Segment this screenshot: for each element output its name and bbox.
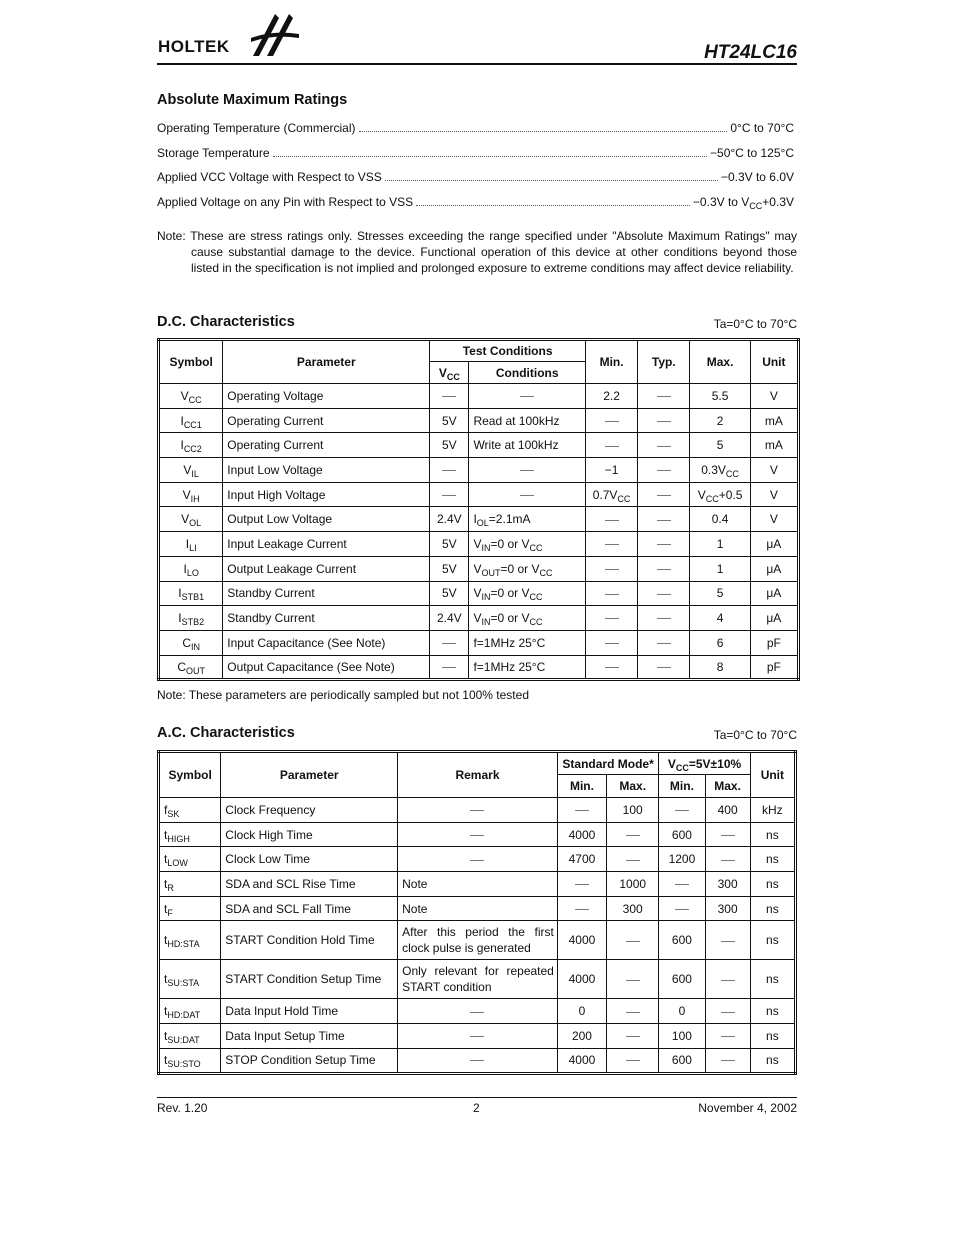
dc-cell-conditions	[469, 384, 586, 409]
dc-cell-min	[585, 606, 637, 631]
rating-value: −50°C to 125°C	[710, 146, 794, 160]
ac-cell-vcc-min: 100	[659, 1024, 705, 1049]
ac-header-remark: Remark	[398, 752, 558, 798]
dc-cell-parameter: Input Capacitance (See Note)	[223, 630, 430, 655]
ac-cell-unit: ns	[750, 872, 795, 897]
ac-cell-vcc-max: 400	[705, 798, 750, 823]
ac-cell-vcc-max	[705, 960, 750, 999]
ac-cell-vcc-min	[659, 798, 705, 823]
ac-cell-vcc-min: 0	[659, 999, 705, 1024]
dc-cell-typ	[638, 482, 690, 507]
dc-cell-unit: mA	[750, 408, 798, 433]
ac-cell-vcc-min: 600	[659, 960, 705, 999]
dc-cell-symbol: $I_{CC1}$	[159, 408, 223, 433]
ac-header-vcc-mode: $V_{CC}=5V\pm 10\%$	[659, 752, 750, 775]
dc-cell-conditions: Write at 100kHz	[469, 433, 586, 458]
dc-header-min: Min.	[585, 340, 637, 384]
ac-cell-std-max	[607, 1048, 659, 1073]
ac-cell-remark: Note	[398, 896, 558, 921]
dc-cell-symbol: $V_{CC}$	[159, 384, 223, 409]
ac-cell-symbol: $t_{SU:STA}$	[159, 960, 221, 999]
ac-cell-std-min	[557, 872, 606, 897]
dc-cell-min	[585, 532, 637, 557]
ac-cell-std-min: 0	[557, 999, 606, 1024]
dc-table-row	[159, 655, 799, 680]
dc-cell-typ	[638, 556, 690, 581]
dc-cell-typ	[638, 507, 690, 532]
ac-table-row	[159, 872, 796, 897]
dc-cell-symbol: $V_{IL}$	[159, 458, 223, 483]
dc-cell-parameter: Input Low Voltage	[223, 458, 430, 483]
ac-table-row	[159, 822, 796, 847]
ac-cell-symbol: $t_{HD:STA}$	[159, 921, 221, 960]
dc-cell-parameter: Standby Current	[223, 606, 430, 631]
dc-cell-symbol: $I_{CC2}$	[159, 433, 223, 458]
dc-cell-parameter: Operating Current	[223, 408, 430, 433]
abs-max-title: Absolute Maximum Ratings	[157, 92, 348, 108]
ac-header-parameter: Parameter	[221, 752, 398, 798]
ac-cell-std-max	[607, 999, 659, 1024]
ac-cell-std-max	[607, 1024, 659, 1049]
rating-label: Operating Temperature (Commercial)	[157, 121, 356, 135]
ac-cell-vcc-max	[705, 1024, 750, 1049]
dc-note: Note: These parameters are periodically sampled but not 100% tested	[157, 688, 529, 702]
dc-cell-max: 6	[690, 630, 750, 655]
ac-header-vcc-max: Max.	[705, 775, 750, 798]
dc-cell-vcc: 5V	[430, 532, 469, 557]
dc-cell-symbol: $I_{LI}$	[159, 532, 223, 557]
ac-cell-vcc-min: 600	[659, 1048, 705, 1073]
dc-table-row	[159, 384, 799, 409]
holtek-logo-icon	[245, 12, 301, 58]
ac-cell-symbol: $t_R$	[159, 872, 221, 897]
dc-cell-unit: V	[750, 458, 798, 483]
rating-label: Storage Temperature	[157, 146, 270, 160]
rating-dot-leader	[273, 148, 708, 157]
ac-cell-remark	[398, 798, 558, 823]
ac-table-row	[159, 847, 796, 872]
ac-cell-remark	[398, 1048, 558, 1073]
rating-dot-leader	[416, 197, 690, 206]
ac-cell-unit: ns	[750, 1048, 795, 1073]
footer-rule	[157, 1097, 797, 1098]
ac-cell-unit: ns	[750, 921, 795, 960]
dc-cell-parameter: Input Leakage Current	[223, 532, 430, 557]
ac-cell-vcc-max: 300	[705, 872, 750, 897]
ac-cell-std-max	[607, 960, 659, 999]
rating-dot-leader	[359, 123, 728, 132]
ac-cell-std-min: 4700	[557, 847, 606, 872]
ac-cell-std-max: 1000	[607, 872, 659, 897]
ac-cell-vcc-max	[705, 1048, 750, 1073]
ac-cell-vcc-max	[705, 847, 750, 872]
dc-cell-symbol: $V_{OL}$	[159, 507, 223, 532]
dc-cell-vcc: 5V	[430, 581, 469, 606]
dc-cell-max: 1	[690, 532, 750, 557]
dc-cell-parameter: Output Low Voltage	[223, 507, 430, 532]
dc-cell-conditions: $V_{IN}=0$ or $V_{CC}$	[469, 581, 586, 606]
rating-row	[157, 170, 794, 184]
ac-cell-unit: ns	[750, 847, 795, 872]
ac-title: A.C. Characteristics	[157, 725, 295, 741]
dc-table-row	[159, 408, 799, 433]
dc-cell-max: 5	[690, 581, 750, 606]
ac-cell-vcc-min: 600	[659, 921, 705, 960]
dc-cell-min	[585, 655, 637, 680]
part-number: HT24LC16	[704, 42, 797, 63]
ac-header-standard-mode: Standard Mode*	[557, 752, 658, 775]
footer-date: November 4, 2002	[698, 1101, 797, 1115]
dc-table-row	[159, 458, 799, 483]
dc-cell-typ	[638, 408, 690, 433]
dc-table-row	[159, 507, 799, 532]
ac-table-row	[159, 960, 796, 999]
dc-cell-unit: pF	[750, 655, 798, 680]
ac-table-row	[159, 999, 796, 1024]
dc-cell-typ	[638, 458, 690, 483]
ac-cell-remark	[398, 1024, 558, 1049]
dc-table-row	[159, 556, 799, 581]
ac-cell-remark: Only relevant for repeated START condition	[398, 960, 558, 999]
dc-cell-conditions	[469, 482, 586, 507]
ac-cell-remark	[398, 847, 558, 872]
ac-cell-remark: Note	[398, 872, 558, 897]
ac-cell-parameter: Data Input Setup Time	[221, 1024, 398, 1049]
ac-table-row	[159, 1048, 796, 1073]
dc-cell-typ	[638, 384, 690, 409]
rating-label: Applied VCC Voltage with Respect to VSS	[157, 170, 382, 184]
dc-cell-parameter: Standby Current	[223, 581, 430, 606]
dc-cell-symbol: $I_{LO}$	[159, 556, 223, 581]
rating-value: 0°C to 70°C	[730, 121, 794, 135]
dc-table	[157, 338, 800, 681]
dc-cell-max: $0.3V_{CC}$	[690, 458, 750, 483]
ac-header-std-min: Min.	[557, 775, 606, 798]
ac-cell-remark	[398, 822, 558, 847]
ac-cell-unit: ns	[750, 822, 795, 847]
dc-cell-parameter: Output Capacitance (See Note)	[223, 655, 430, 680]
ac-cell-vcc-min: 600	[659, 822, 705, 847]
dc-cell-max: 4	[690, 606, 750, 631]
dc-cell-vcc	[430, 630, 469, 655]
dc-cell-vcc: 5V	[430, 433, 469, 458]
ac-cell-symbol: $t_{SU:DAT}$	[159, 1024, 221, 1049]
dc-cell-parameter: Operating Voltage	[223, 384, 430, 409]
dc-cell-conditions: $V_{OUT}=0$ or $V_{CC}$	[469, 556, 586, 581]
dc-header-symbol: Symbol	[159, 340, 223, 384]
dc-cell-min: $0.7V_{CC}$	[585, 482, 637, 507]
rating-row	[157, 121, 794, 135]
ac-cell-unit: kHz	[750, 798, 795, 823]
dc-cell-unit: μA	[750, 556, 798, 581]
dc-cell-min: −1	[585, 458, 637, 483]
ac-cell-vcc-min	[659, 896, 705, 921]
dc-cell-typ	[638, 655, 690, 680]
ac-cell-std-min: 200	[557, 1024, 606, 1049]
dc-cell-conditions: $I_{OL}=2.1mA$	[469, 507, 586, 532]
dc-cell-typ	[638, 532, 690, 557]
dc-header-test-conditions: Test Conditions	[430, 340, 586, 362]
dc-cell-max: 5	[690, 433, 750, 458]
dc-cell-typ	[638, 581, 690, 606]
ac-cell-unit: ns	[750, 960, 795, 999]
dc-table-row	[159, 581, 799, 606]
ac-table-row	[159, 798, 796, 823]
dc-cell-max: 0.4	[690, 507, 750, 532]
dc-cell-typ	[638, 433, 690, 458]
dc-header-vcc: $V_{CC}$	[430, 362, 469, 384]
ac-cell-unit: ns	[750, 896, 795, 921]
dc-cell-vcc: 5V	[430, 408, 469, 433]
dc-cell-min	[585, 556, 637, 581]
dc-cell-unit: mA	[750, 433, 798, 458]
ac-cell-std-max	[607, 847, 659, 872]
dc-table-row	[159, 532, 799, 557]
dc-cell-min	[585, 630, 637, 655]
dc-table-row	[159, 482, 799, 507]
ac-table	[157, 750, 797, 1075]
dc-cell-vcc: 2.4V	[430, 606, 469, 631]
rating-value: −0.3V to 6.0V	[720, 170, 794, 184]
ac-cell-symbol: $t_F$	[159, 896, 221, 921]
ac-cell-parameter: Clock High Time	[221, 822, 398, 847]
ac-cell-std-min: 4000	[557, 960, 606, 999]
ac-cell-parameter: SDA and SCL Rise Time	[221, 872, 398, 897]
ac-cell-vcc-max	[705, 822, 750, 847]
dc-cell-conditions	[469, 458, 586, 483]
dc-cell-vcc: 5V	[430, 556, 469, 581]
dc-cell-min: 2.2	[585, 384, 637, 409]
ac-cell-std-max: 300	[607, 896, 659, 921]
dc-cell-parameter: Operating Current	[223, 433, 430, 458]
dc-cell-unit: pF	[750, 630, 798, 655]
ac-cell-unit: ns	[750, 999, 795, 1024]
dc-cell-vcc	[430, 384, 469, 409]
dc-cell-conditions: f=1MHz 25°C	[469, 655, 586, 680]
dc-cell-vcc: 2.4V	[430, 507, 469, 532]
dc-cell-min	[585, 507, 637, 532]
ac-header-unit: Unit	[750, 752, 795, 798]
dc-cell-parameter: Input High Voltage	[223, 482, 430, 507]
ac-cell-parameter: SDA and SCL Fall Time	[221, 896, 398, 921]
ac-cell-vcc-max: 300	[705, 896, 750, 921]
ac-table-row	[159, 1024, 796, 1049]
dc-table-row	[159, 433, 799, 458]
holtek-logo-text: HOLTEK	[158, 37, 230, 56]
dc-cell-min	[585, 433, 637, 458]
ac-header-symbol: Symbol	[159, 752, 221, 798]
ac-cell-parameter: STOP Condition Setup Time	[221, 1048, 398, 1073]
dc-cell-parameter: Output Leakage Current	[223, 556, 430, 581]
dc-cell-vcc	[430, 458, 469, 483]
dc-cell-unit: μA	[750, 532, 798, 557]
ac-cell-remark	[398, 999, 558, 1024]
ac-cell-vcc-min	[659, 872, 705, 897]
dc-header-parameter: Parameter	[223, 340, 430, 384]
ac-cell-symbol: $t_{SU:STO}$	[159, 1048, 221, 1073]
dc-cell-conditions: $V_{IN}=0$ or $V_{CC}$	[469, 606, 586, 631]
ac-cell-vcc-min: 1200	[659, 847, 705, 872]
ac-cell-std-min: 4000	[557, 921, 606, 960]
ac-cell-std-min: 4000	[557, 1048, 606, 1073]
ac-cell-parameter: Clock Frequency	[221, 798, 398, 823]
dc-cell-min	[585, 408, 637, 433]
dc-ta-range: Ta=0°C to 70°C	[713, 317, 797, 331]
rating-dot-leader	[385, 172, 718, 181]
dc-cell-symbol: $I_{STB1}$	[159, 581, 223, 606]
ac-cell-std-min: 4000	[557, 822, 606, 847]
dc-cell-max: 1	[690, 556, 750, 581]
ac-cell-symbol: $f_{SK}$	[159, 798, 221, 823]
ac-header-vcc-min: Min.	[659, 775, 705, 798]
ac-cell-vcc-max	[705, 999, 750, 1024]
ac-cell-symbol: $t_{HD:DAT}$	[159, 999, 221, 1024]
dc-cell-max: 5.5	[690, 384, 750, 409]
dc-cell-max: 8	[690, 655, 750, 680]
dc-table-row	[159, 630, 799, 655]
footer-page-number: 2	[473, 1101, 480, 1115]
dc-cell-conditions: f=1MHz 25°C	[469, 630, 586, 655]
ac-cell-std-max	[607, 822, 659, 847]
ac-cell-parameter: Data Input Hold Time	[221, 999, 398, 1024]
dc-cell-symbol: $V_{IH}$	[159, 482, 223, 507]
dc-cell-vcc	[430, 655, 469, 680]
ac-cell-std-min	[557, 896, 606, 921]
ac-cell-parameter: Clock Low Time	[221, 847, 398, 872]
dc-cell-max: 2	[690, 408, 750, 433]
dc-cell-max: $V_{CC}+0.5$	[690, 482, 750, 507]
dc-cell-unit: V	[750, 482, 798, 507]
ac-cell-vcc-max	[705, 921, 750, 960]
ac-table-row	[159, 921, 796, 960]
dc-cell-symbol: $I_{STB2}$	[159, 606, 223, 631]
rating-label: Applied Voltage on any Pin with Respect to VSS	[157, 195, 414, 209]
dc-cell-symbol: $C_{IN}$	[159, 630, 223, 655]
dc-table-row	[159, 606, 799, 631]
dc-cell-conditions: Read at 100kHz	[469, 408, 586, 433]
rating-row	[157, 195, 794, 209]
dc-cell-typ	[638, 606, 690, 631]
dc-cell-typ	[638, 630, 690, 655]
dc-cell-conditions: $V_{IN}=0$ or $V_{CC}$	[469, 532, 586, 557]
ac-cell-std-max: 100	[607, 798, 659, 823]
ac-cell-unit: ns	[750, 1024, 795, 1049]
dc-cell-unit: μA	[750, 606, 798, 631]
abs-max-note: Note: These are stress ratings only. Stresses exceeding the range specified under "Absolute Maximum Ratings" may cause substantial damage to the device. Functional operation of this device at other conditions beyond those listed in the specification is not implied and prolonged exposure to extreme conditions may affect device reliability.	[157, 229, 797, 275]
dc-cell-unit: μA	[750, 581, 798, 606]
ac-cell-symbol: $t_{LOW}$	[159, 847, 221, 872]
dc-cell-unit: V	[750, 384, 798, 409]
ac-header-std-max: Max.	[607, 775, 659, 798]
rating-row	[157, 146, 794, 160]
dc-header-typ: Typ.	[638, 340, 690, 384]
dc-header-unit: Unit	[750, 340, 798, 384]
rating-value: −0.3V to $V_{CC}+0.3V$	[692, 195, 794, 211]
ac-cell-std-max	[607, 921, 659, 960]
dc-header-max: Max.	[690, 340, 750, 384]
dc-cell-min	[585, 581, 637, 606]
dc-title: D.C. Characteristics	[157, 314, 295, 330]
ac-cell-parameter: START Condition Setup Time	[221, 960, 398, 999]
dc-cell-unit: V	[750, 507, 798, 532]
header-rule	[157, 63, 797, 65]
dc-cell-symbol: $C_{OUT}$	[159, 655, 223, 680]
footer-revision: Rev. 1.20	[157, 1101, 208, 1115]
ac-cell-parameter: START Condition Hold Time	[221, 921, 398, 960]
ac-ta-range: Ta=0°C to 70°C	[713, 728, 797, 742]
ac-cell-remark: After this period the first clock pulse is generated	[398, 921, 558, 960]
ac-table-row	[159, 896, 796, 921]
ac-cell-symbol: $t_{HIGH}$	[159, 822, 221, 847]
dc-cell-vcc	[430, 482, 469, 507]
dc-header-conditions: Conditions	[469, 362, 586, 384]
ac-cell-std-min	[557, 798, 606, 823]
